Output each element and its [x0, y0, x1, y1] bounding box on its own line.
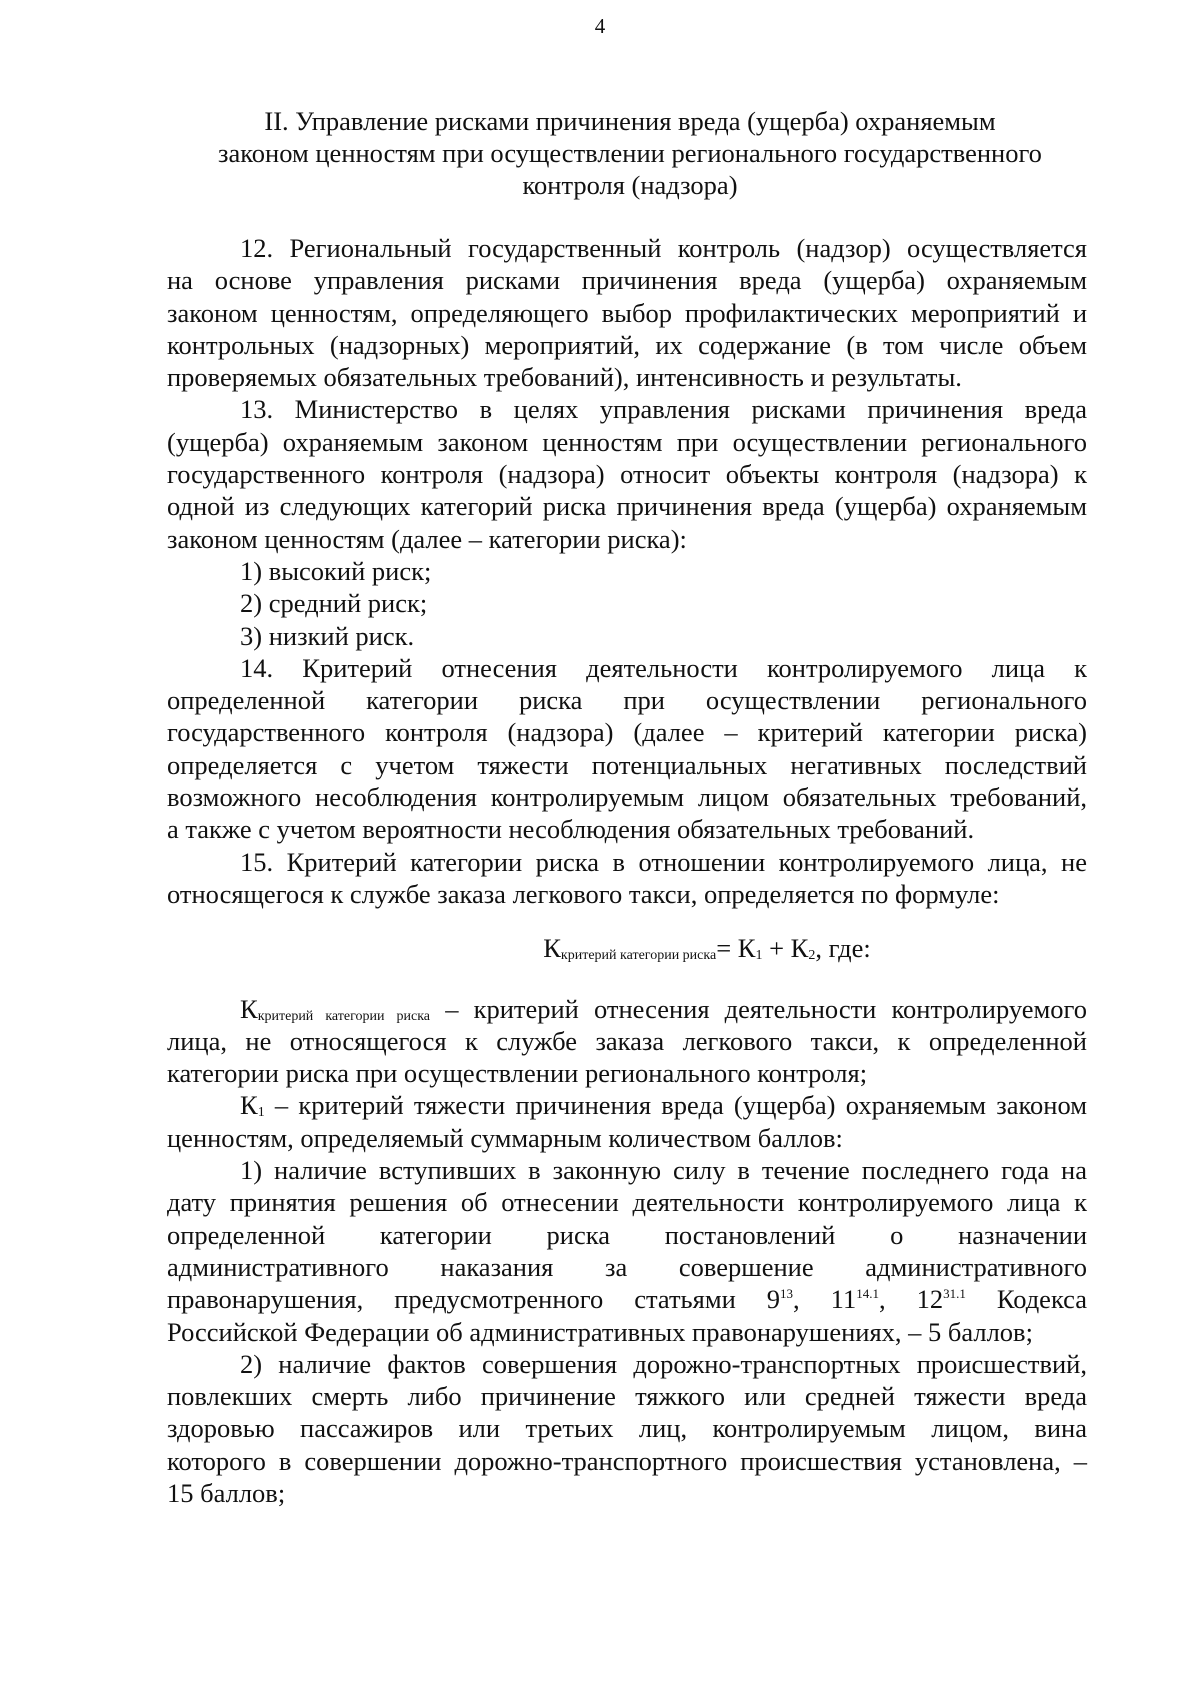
- item1-articles-text: , 12: [878, 1284, 944, 1315]
- paragraph-13: [167, 393, 1087, 554]
- heading-line: законом ценностям при осуществлении регионального государственного: [218, 138, 1042, 168]
- text-line: 1) наличие вступивших в законную силу в течение последнего года на: [240, 1155, 1087, 1186]
- formula-rhs-2: + К: [762, 933, 809, 964]
- paragraph-14: [167, 652, 1087, 846]
- text-line: Российской Федерации об административных правонарушениях, – 5 баллов;: [167, 1316, 1033, 1347]
- section-heading: [170, 105, 1090, 201]
- text-line: административного наказания за совершение административного: [167, 1251, 1087, 1282]
- risk-criterion-formula: [167, 932, 1087, 964]
- text-line: лица, не относящегося к службе заказа легкового такси, к определенной: [167, 1025, 1087, 1056]
- item1-articles-text: правонарушения, предусмотренного статьями 9: [167, 1284, 781, 1315]
- text-line: 15. Критерий категории риска в отношении контролируемого лица, не: [240, 846, 1087, 877]
- paragraph-12: [167, 232, 1087, 393]
- text-line: на основе управления рисками причинения вреда (ущерба) охраняемым: [167, 265, 1087, 296]
- definition-k1: [167, 1089, 1087, 1154]
- text-line: 15 баллов;: [167, 1477, 286, 1508]
- text-line: проверяемых обязательных требований), интенсивность и результаты.: [167, 362, 962, 393]
- text-line: 14. Критерий отнесения деятельности контролируемого лица к: [240, 652, 1087, 683]
- definition-k-criterion: [167, 993, 1087, 1090]
- list-item: 3) низкий риск.: [240, 620, 415, 651]
- text-line: одной из следующих категорий риска причинения вреда (ущерба) охраняемым: [167, 491, 1087, 522]
- def-k1-subscript: 1: [257, 1105, 265, 1121]
- heading-line: II. Управление рисками причинения вреда (ущерба) охраняемым: [264, 106, 996, 136]
- text-line: [167, 993, 1087, 1025]
- def-k-text: – критерий отнесения деятельности контролируемого: [430, 993, 1087, 1024]
- text-line: определенной категории риска постановлений о назначении: [167, 1219, 1087, 1250]
- text-line: 13. Министерство в целях управления рисками причинения вреда: [240, 394, 1087, 425]
- formula-sub-1: 1: [755, 948, 763, 964]
- formula-k: К: [543, 933, 561, 964]
- text-line: относящегося к службе заказа легкового такси, определяется по формуле:: [167, 878, 1000, 909]
- text-line: (ущерба) охраняемым законом ценностям при осуществлении регионального: [167, 426, 1087, 457]
- text-line: контрольных (надзорных) мероприятий, их содержание (в том числе объем: [167, 329, 1087, 360]
- criterion-item-2: [167, 1348, 1087, 1509]
- article-sup: 14.1: [856, 1286, 879, 1302]
- text-line: [167, 1283, 1087, 1315]
- def-k1-text: – критерий тяжести причинения вреда (ущерба) охраняемым законом: [264, 1090, 1087, 1121]
- text-line: повлекших смерть либо причинение тяжкого или средней тяжести вреда: [167, 1381, 1087, 1412]
- criterion-item-1: [167, 1154, 1087, 1348]
- text-line: здоровью пассажиров или третьих лиц, контролируемым лицом, вина: [167, 1413, 1087, 1444]
- paragraph-15: [167, 846, 1087, 911]
- text-line: а также с учетом вероятности несоблюдения обязательных требований.: [167, 814, 975, 845]
- text-line: определенной категории риска при осуществлении регионального: [167, 685, 1087, 716]
- risk-category-list: [167, 555, 1087, 652]
- document-body: [167, 232, 1087, 1509]
- heading-line: контроля (надзора): [522, 170, 738, 200]
- text-line: возможного несоблюдения контролируемым лицом обязательных требований,: [167, 782, 1087, 813]
- article-sup: 13: [780, 1286, 794, 1302]
- list-item: 1) высокий риск;: [240, 555, 432, 586]
- def-k-symbol: К: [240, 993, 258, 1024]
- item1-articles-text: Кодекса: [965, 1284, 1088, 1315]
- item1-articles-text: , 11: [793, 1284, 857, 1315]
- text-line: категории риска при осуществлении регионального контроля;: [167, 1058, 868, 1089]
- formula-sub-2: 2: [808, 948, 816, 964]
- def-k1-symbol: К: [240, 1090, 258, 1121]
- text-line: ценностям, определяемый суммарным количеством баллов:: [167, 1122, 843, 1153]
- text-line: 12. Региональный государственный контроль (надзор) осуществляется: [240, 233, 1087, 263]
- text-line: государственного контроля (надзора) (далее – критерий категории риска): [167, 717, 1087, 748]
- def-k-subscript: критерий категории риска: [257, 1008, 431, 1024]
- list-item: 2) средний риск;: [240, 588, 428, 619]
- formula-tail: , где:: [815, 933, 871, 964]
- text-line: законом ценностям (далее – категории риска):: [167, 523, 687, 554]
- text-line: законом ценностям, определяющего выбор профилактических мероприятий и: [167, 297, 1087, 328]
- formula-rhs-1: = К: [716, 933, 756, 964]
- text-line: которого в совершении дорожно-транспортного происшествия установлена, –: [167, 1445, 1087, 1476]
- text-line: государственного контроля (надзора) относит объекты контроля (надзора) к: [167, 459, 1087, 490]
- text-line: определяется с учетом тяжести потенциальных негативных последствий: [167, 749, 1087, 780]
- text-line: [167, 1089, 1087, 1121]
- text-line: 2) наличие фактов совершения дорожно-транспортных происшествий,: [240, 1348, 1087, 1379]
- article-sup: 31.1: [943, 1286, 966, 1302]
- text-line: дату принятия решения об отнесении деятельности контролируемого лица к: [167, 1187, 1087, 1218]
- formula-k-subscript: критерий категории риска: [560, 948, 717, 964]
- page-number: 4: [594, 14, 606, 38]
